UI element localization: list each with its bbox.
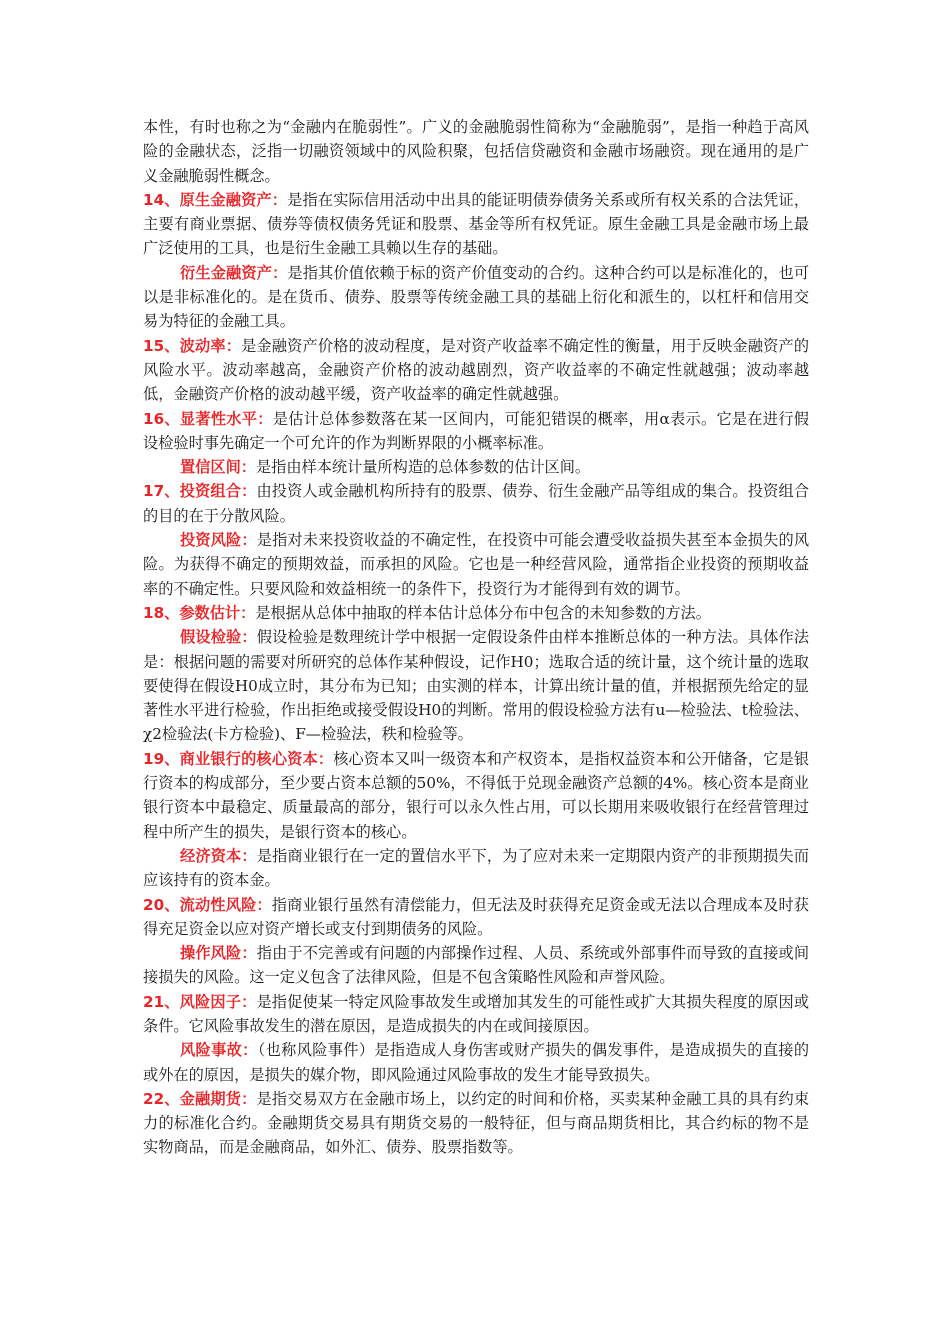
definition-text: 核心资本又叫一级资本和产权资本，是指权益资本和公开储备，它是银行资本的构成部分，至少要占资本总额的50%，不得低于兑现金融资产总额的4%。核心资本是商业银行资本中最稳定、质量最高的部分，银行可以永久性占用，可以长期用来吸收银行在经营管理过程中所产生的损失，是银行资本的核心。 [143, 749, 810, 841]
term-label: 14、原生金融资产： [143, 190, 288, 209]
definition-text: 假设检验是数理统计学中根据一定假设条件由样本推断总体的一种方法。具体作法是：根据问题的需要对所研究的总体作某种假设，记作H0；选取合适的统计量，这个统计量的选取要使得在假设H0成立时，其分布为已知；由实测的样本，计算出统计量的值，并根据预先给定的显著性水平进行检验，作出拒绝或接受假设H0的判断。常用的假设检验方法有u—检验法、t检验法、χ2检验法(卡方检验)、F—检验法，秩和检验等。 [143, 628, 810, 744]
definition-text: 是指在实际信用活动中出具的能证明债券债务关系或所有权关系的合法凭证，主要有商业票据、债券等债权债务凭证和股票、基金等所有权凭证。原生金融工具是金融市场上最广泛使用的工具，也是衍生金融工具赖以生存的基础。 [143, 190, 810, 258]
definition-investment-risk [143, 528, 809, 601]
term-label: 置信区间： [180, 458, 256, 477]
term-label: 21、风险因子： [143, 992, 257, 1011]
term-label: 假设检验： [180, 628, 257, 647]
definition-text: 指商业银行虽然有清偿能力，但无法及时获得充足资金或无法以合理成本及时获得充足资金以应对资产增长或支付到期债务的风险。 [143, 895, 809, 938]
definition-confidence-interval [143, 455, 809, 479]
definition-text: 是指对未来投资收益的不确定性，在投资中可能会遭受收益损失甚至本金损失的风险。为获得不确定的预期效益，而承担的风险。它也是一种经营风险，通常指企业投资的预期收益率的不确定性。只要风险和效益相统一的条件下，投资行为才能得到有效的调节。 [143, 531, 810, 598]
definition-risk-factor [143, 990, 809, 1039]
definition-financial-futures [143, 1087, 809, 1160]
definition-text: 是指商业银行在一定的置信水平下，为了应对未来一定期限内资产的非预期损失而应该持有的资本金。 [143, 846, 810, 890]
definition-significance-level [143, 407, 809, 456]
definition-text: 是指促使某一特定风险事故发生或增加其发生的可能性或扩大其损失程度的原因或条件。它风险事故发生的潜在原因，是造成损失的内在或间接原因。 [143, 992, 810, 1035]
term-label: 19、商业银行的核心资本： [143, 749, 334, 768]
term-label: 投资风险： [180, 531, 257, 550]
definition-volatility [143, 334, 809, 407]
definition-derivative-financial-asset [143, 261, 809, 334]
term-label: 18、参数估计： [143, 603, 256, 622]
definition-text: 指由于不完善或有问题的内部操作过程、人员、系统或外部事件而导致的直接或间接损失的风险。这一定义包含了法律风险，但是不包含策略性风险和声誉风险。 [143, 944, 810, 987]
definition-operational-risk [143, 941, 809, 990]
definition-economic-capital [143, 844, 809, 893]
definition-risk-accident [143, 1038, 809, 1087]
definition-text: 是指其价值依赖于标的资产价值变动的合约。这种合约可以是标准化的，也可以是非标准化的。是在货币、债券、股票等传统金融工具的基础上衍化和派生的，以杠杆和信用交易为特征的金融工具。 [143, 263, 810, 331]
term-label: 15、波动率： [143, 336, 242, 355]
paragraph-text: 本性，有时也称之为“金融内在脆弱性”。广义的金融脆弱性简称为“金融脆弱”，是指一种趋于高风险的金融状态，泛指一切融资领域中的风险积聚，包括信贷融资和金融市场融资。现在通用的是广义金融脆弱性概念。 [143, 118, 809, 185]
paragraph-continuation [143, 115, 809, 188]
definition-portfolio [143, 479, 809, 528]
definition-text: 由投资人或金融机构所持有的股票、债券、衍生金融产品等组成的集合。投资组合的目的在于分散风险。 [143, 482, 810, 525]
term-label: 操作风险： [180, 944, 257, 963]
definition-liquidity-risk [143, 893, 809, 942]
definition-core-capital [143, 747, 809, 844]
term-label: 衍生金融资产： [180, 263, 288, 282]
term-label: 17、投资组合： [143, 482, 257, 501]
definition-text: 是根据从总体中抽取的样本估计总体分布中包含的未知参数的方法。 [255, 603, 711, 622]
definition-hypothesis-test [143, 625, 809, 746]
definition-text: 是估计总体参数落在某一区间内，可能犯错误的概率，用α表示。它是在进行假设检验时事先确定一个可允许的作为判断界限的小概率标准。 [143, 409, 809, 452]
definition-text: （也称风险事件）是指造成人身伤害或财产损失的偶发事件，是造成损失的直接的或外在的原因，是损失的媒介物，即风险通过风险事故的发生才能导致损失。 [143, 1041, 810, 1084]
term-label: 20、流动性风险： [143, 895, 272, 914]
definition-original-financial-asset [143, 188, 809, 261]
definition-text: 是金融资产价格的波动程度，是对资产收益率不确定性的衡量，用于反映金融资产的风险水平。波动率越高，金融资产价格的波动越剧烈，资产收益率的不确定性就越强；波动率越低，金融资产价格的波动越平缓，资产收益率的确定性就越强。 [143, 336, 810, 404]
definition-text: 是指交易双方在金融市场上，以约定的时间和价格，买卖某种金融工具的具有约束力的标准化合约。金融期货交易具有期货交易的一般特征，但与商品期货相比，其合约标的物不是实物商品，而是金融商品，如外汇、债券、股票指数等。 [143, 1089, 810, 1157]
term-label: 16、显著性水平： [143, 409, 273, 428]
definition-parameter-estimation [143, 601, 809, 625]
document-body [143, 115, 809, 1160]
term-label: 22、金融期货： [143, 1089, 257, 1108]
term-label: 风险事故： [180, 1041, 258, 1060]
definition-text: 是指由样本统计量所构造的总体参数的估计区间。 [255, 458, 591, 477]
term-label: 经济资本： [180, 846, 257, 865]
